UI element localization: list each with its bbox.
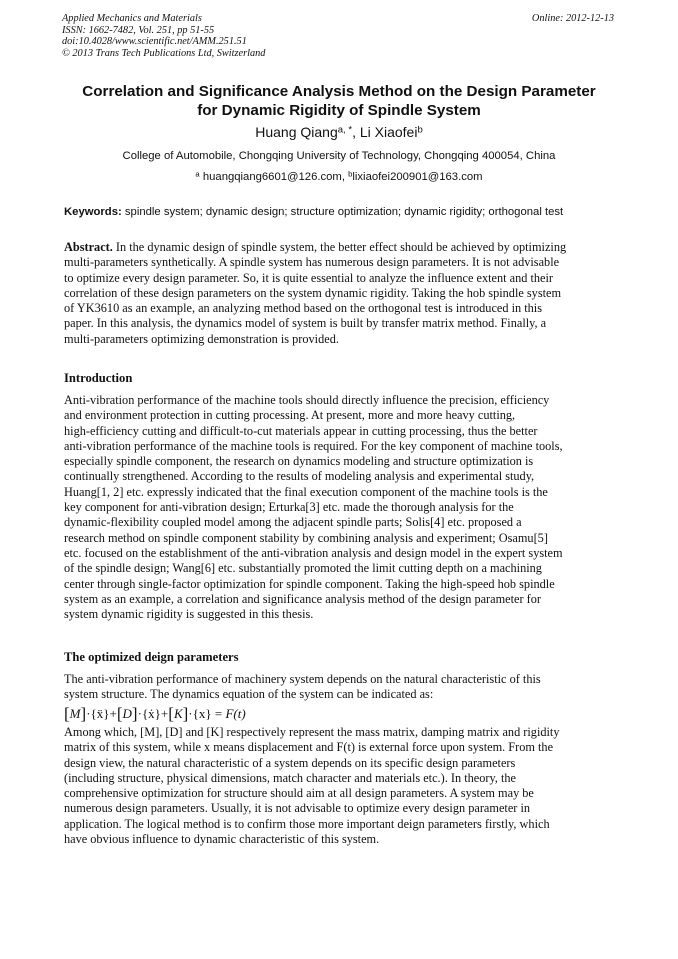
intro-line: and environment protection in cutting processing. At present, more and more heavy cutting,	[64, 408, 516, 423]
abstract-line: of YK3610 as an example, an analyzing method based on the orthogonal test is introduced in this	[64, 301, 542, 316]
optimized-line: system structure. The dynamics equation of the system can be indicated as:	[64, 687, 434, 702]
journal-copyright: © 2013 Trans Tech Publications Ltd, Switzerland	[62, 47, 266, 59]
author-separator: ,	[352, 124, 360, 140]
intro-line: high-efficiency cutting and difficult-to-cut materials appear in cutting processing, thus the better	[64, 423, 538, 438]
introduction-heading: Introduction	[64, 371, 133, 385]
journal-name: Applied Mechanics and Materials	[62, 13, 202, 24]
intro-line: etc. focused on the establishment of the anti-vibration analysis and design model in the expert system	[64, 545, 563, 560]
abstract-line: multi-parameters synthetically. A spindle system has numerous design parameters. It is not advisable	[64, 255, 560, 270]
affiliation: College of Automobile, Chongqing University of Technology, Chongqing 400054, China	[122, 150, 556, 162]
author-2-sup: b	[417, 124, 423, 136]
optimized-line: design view, the natural characteristic of a system depends on its specific design parameters	[64, 755, 516, 770]
introduction-body	[64, 393, 614, 622]
abstract	[64, 240, 614, 347]
intro-line: especially spindle component, the research on dynamics modeling and structure optimization is	[64, 454, 534, 469]
author-1-sup: a, *	[337, 124, 353, 136]
optimized-line: Among which, [M], [D] and [K] respectively represent the mass matrix, damping matrix and rigidity	[64, 725, 560, 739]
intro-line: key component for anti-vibration design; Erturka[3] etc. made the thorough analysis for the	[64, 500, 514, 515]
optimized-line: application. The logical method is to confirm those more important deign parameters firstly, which	[64, 816, 550, 831]
abstract-line: to optimize every design parameter. So, it is quite essential to analyze the influence extent and their	[64, 270, 553, 285]
intro-line: system dynamic rigidity is suggested in this thesis.	[64, 607, 314, 622]
optimized-line: (including structure, physical dimensions, match character and materials etc.). In theory, the	[64, 770, 516, 785]
journal-header	[62, 13, 265, 59]
intro-line: center through single-factor optimization for spindle component. Taking the high-speed hob spindle	[64, 576, 555, 591]
abstract-line: Abstract. In the dynamic design of spindle system, the better effect should be achieved by optimizing	[64, 240, 567, 254]
title-line-1: Correlation and Significance Analysis Method on the Design Parameter	[82, 83, 596, 100]
intro-line: system as an example, a correlation and significance analysis method of the design parameter for	[64, 591, 542, 606]
optimized-body	[64, 725, 614, 847]
online-date: Online: 2012-12-13	[531, 13, 614, 24]
intro-line: research method on spindle component stability by combining analysis and experiment; Osamu[5]	[64, 530, 548, 545]
optimized-line: have obvious influence to dynamic characteristic of this system.	[64, 832, 380, 847]
keywords-label: Keywords:	[64, 206, 122, 218]
keywords-text: spindle system; dynamic design; structure optimization; dynamic rigidity; orthogonal test	[124, 206, 564, 218]
email-a-sup: a	[195, 169, 200, 179]
abstract-label: Abstract.	[64, 240, 113, 254]
optimized-intro	[64, 672, 614, 703]
optimized-parameters-heading: The optimized deign parameters	[64, 650, 239, 664]
optimized-line: comprehensive optimization for structure should aim at all design parameters. A system may be	[64, 786, 534, 801]
intro-line: Huang[1, 2] etc. expressly indicated that the final execution component of the machine tools is the	[64, 484, 548, 499]
abstract-line: correlation of these design parameters on the system dynamic rigidity. Taking the hob spindle system	[64, 285, 562, 300]
journal-doi: doi:10.4028/www.scientific.net/AMM.251.51	[62, 36, 247, 48]
keywords	[64, 206, 616, 218]
author-list	[0, 124, 678, 140]
intro-line: continually strengthened. According to the results of modeling analysis and experimental study,	[64, 469, 535, 484]
intro-line: dynamic-flexibility coupled model among the adjacent spindle parts; Solis[4] etc. proposed a	[64, 515, 522, 530]
abstract-line: paper. In this analysis, the dynamics model of system is built by transfer matrix method. Finally, a	[64, 316, 547, 331]
dynamics-equation: [M]·{ẍ}+[D]·{ẋ}+[K]·{x} = F(t)	[64, 704, 246, 723]
email-a: huangqiang6601@126.com,	[202, 171, 345, 183]
journal-issn: ISSN: 1662-7482, Vol. 251, pp 51-55	[62, 24, 215, 36]
email-b: lixiaofei200901@163.com	[352, 171, 483, 183]
optimized-line: The anti-vibration performance of machinery system depends on the natural characteristic of this	[64, 672, 541, 686]
email-b-sup: b	[348, 169, 353, 179]
author-emails	[0, 171, 678, 183]
abstract-line: multi-parameters optimizing demonstration is provided.	[64, 331, 339, 346]
author-2: Li Xiaofei	[359, 124, 418, 140]
intro-line: Anti-vibration performance of the machine tools should directly influence the precision, efficiency	[64, 393, 550, 407]
author-1: Huang Qiang	[255, 124, 338, 140]
optimized-line: matrix of this system, while x means displacement and F(t) is external force upon system. From the	[64, 740, 554, 755]
intro-line: of the spindle design; Wang[6] etc. substantially promoted the limit cutting depth on a machining	[64, 561, 542, 576]
optimized-line: numerous design parameters. Usually, it is not advisable to optimize every design parameter in	[64, 801, 531, 816]
title-line-2: for Dynamic Rigidity of Spindle System	[197, 102, 481, 119]
paper-title	[40, 82, 638, 120]
intro-line: anti-vibration performance of the machine tools is required. For the key component of machine tools,	[64, 438, 563, 453]
